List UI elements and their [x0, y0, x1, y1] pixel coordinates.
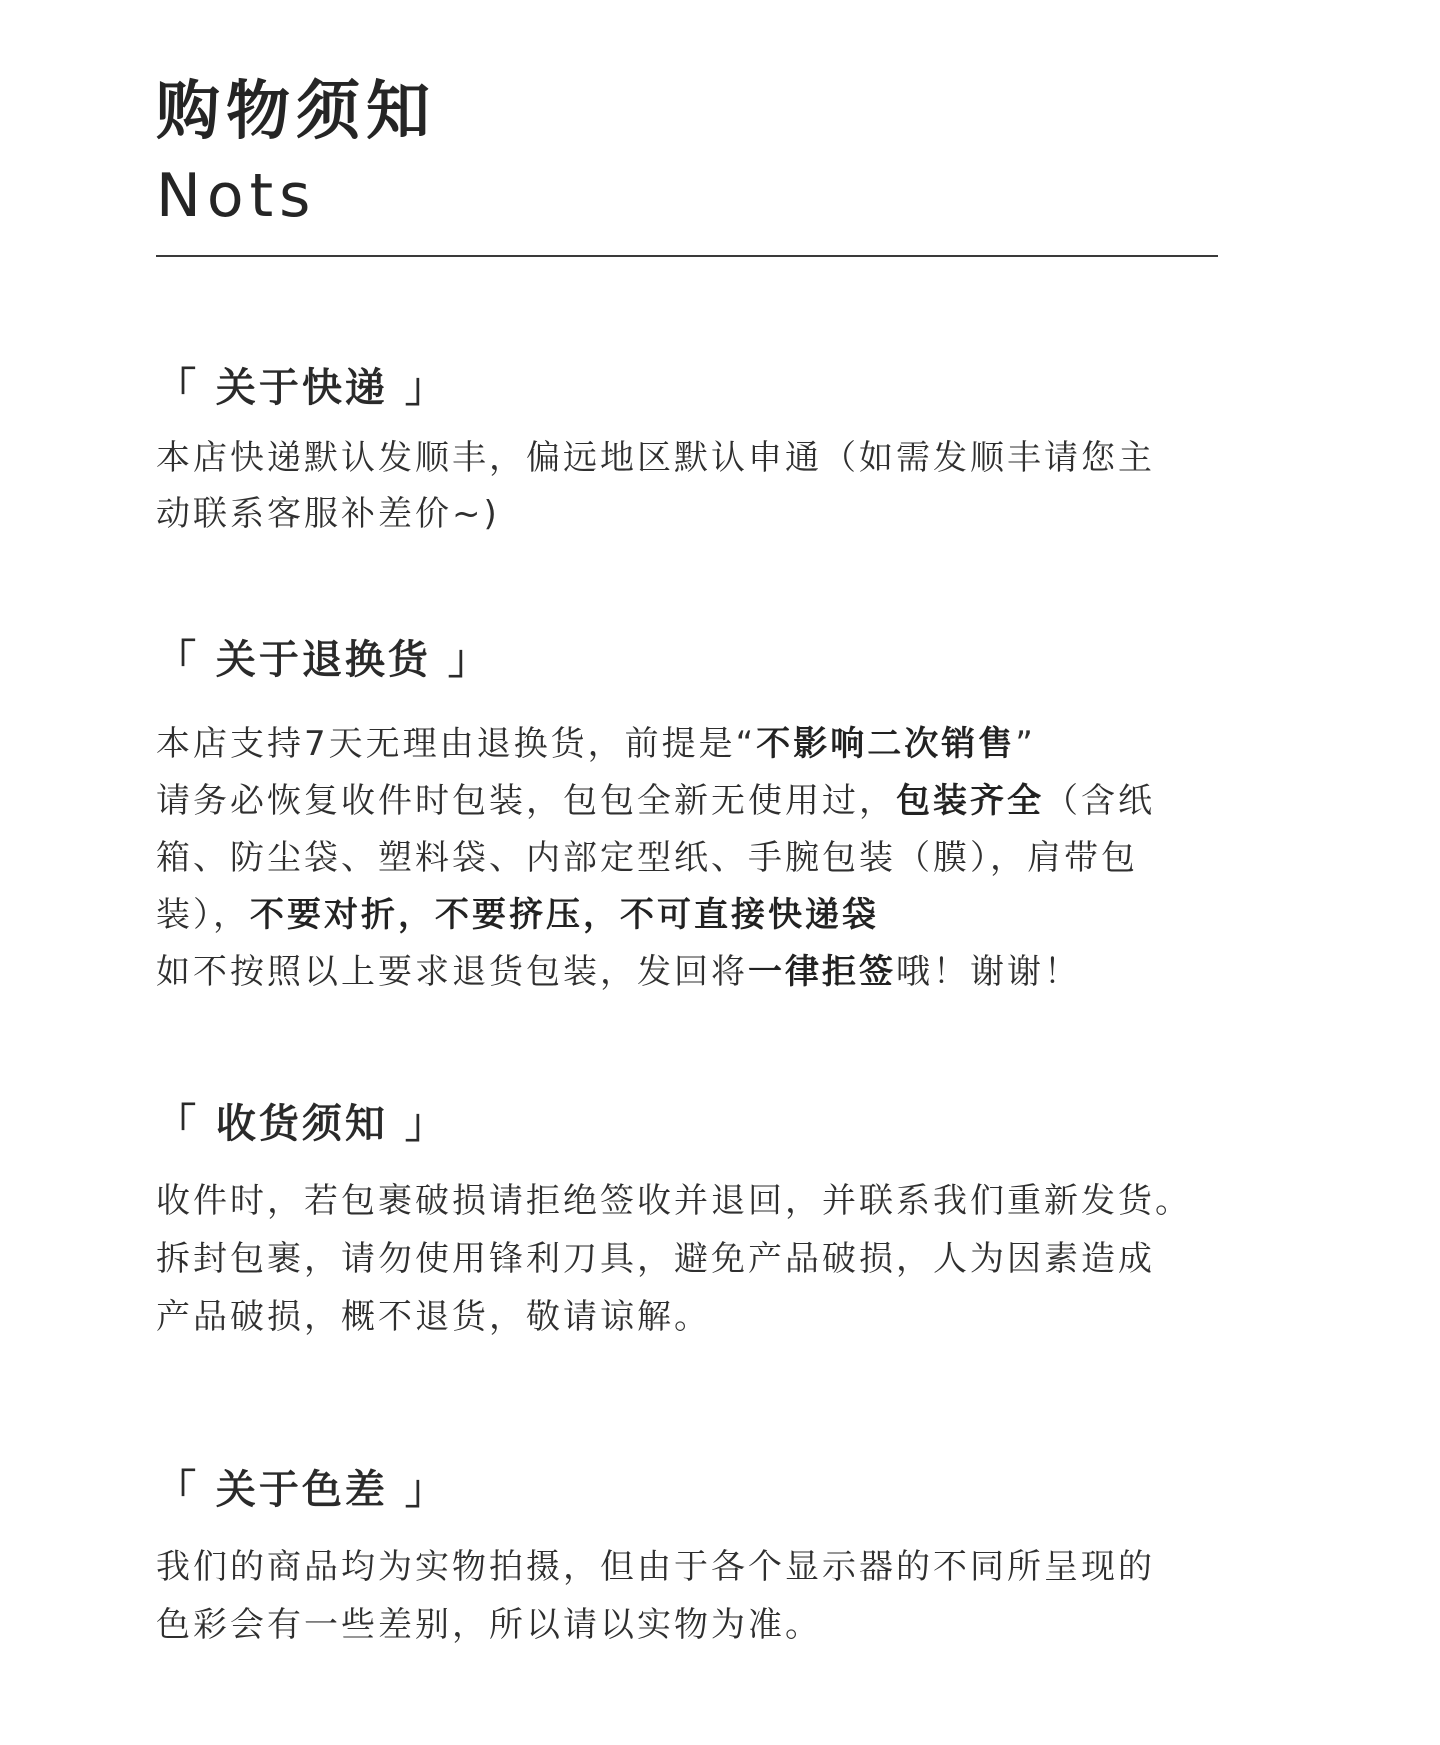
body-text: 拆封包裹，请勿使用锋利刀具，避免产品破损，人为因素造成	[156, 1239, 1155, 1279]
section-receive	[156, 1096, 1256, 1346]
body-line	[156, 430, 1256, 486]
body-text: 装），	[156, 895, 250, 935]
body-text: （含纸	[1044, 781, 1155, 821]
body-text: ”	[1015, 724, 1036, 764]
body-line	[156, 1538, 1256, 1596]
page-subtitle: Nots	[156, 161, 317, 231]
body-line	[156, 830, 1256, 887]
body-line	[156, 944, 1256, 1001]
body-text: 色彩会有一些差别，所以请以实物为准。	[156, 1605, 822, 1645]
section-express	[156, 360, 1256, 542]
page-title: 购物须知	[156, 75, 436, 149]
body-line	[156, 716, 1256, 773]
section-color	[156, 1462, 1256, 1654]
body-text: 动联系客服补差价~)	[156, 494, 500, 534]
body-line	[156, 486, 1256, 542]
emphasis-text: 一律拒签	[748, 952, 896, 992]
section-body	[156, 716, 1256, 1001]
title-divider	[156, 255, 1218, 257]
emphasis-text: 不影响二次销售	[756, 724, 1016, 764]
section-body	[156, 1538, 1256, 1654]
body-text: 如不按照以上要求退货包装，发回将	[156, 952, 748, 992]
body-line	[156, 887, 1256, 944]
body-text: 产品破损，概不退货，敬请谅解。	[156, 1297, 711, 1337]
section-title: 「 关于退换货 」	[156, 637, 491, 683]
section-body	[156, 1172, 1256, 1346]
section-body	[156, 430, 1256, 542]
body-text: 收件时，若包裹破损请拒绝签收并退回，并联系我们重新发货。	[156, 1181, 1192, 1221]
body-line	[156, 1230, 1256, 1288]
emphasis-text: 不要对折，不要挤压，不可直接快递袋	[250, 895, 879, 935]
body-line	[156, 1288, 1256, 1346]
body-line	[156, 1172, 1256, 1230]
emphasis-text: 包装齐全	[896, 781, 1044, 821]
body-line	[156, 1596, 1256, 1654]
body-text: 请务必恢复收件时包装，包包全新无使用过，	[156, 781, 896, 821]
body-text: 我们的商品均为实物拍摄，但由于各个显示器的不同所呈现的	[156, 1547, 1155, 1587]
body-text: 哦！谢谢！	[896, 952, 1081, 992]
section-return	[156, 632, 1256, 1001]
body-text: 箱、防尘袋、塑料袋、内部定型纸、手腕包装（膜），肩带包	[156, 838, 1138, 878]
body-text: 本店快递默认发顺丰，偏远地区默认申通（如需发顺丰请您主	[156, 438, 1155, 478]
body-line	[156, 773, 1256, 830]
section-title: 「 关于快递 」	[156, 365, 448, 411]
section-title: 「 收货须知 」	[156, 1101, 448, 1147]
section-title: 「 关于色差 」	[156, 1467, 448, 1513]
body-text: 本店支持7天无理由退换货，前提是“	[156, 724, 757, 764]
